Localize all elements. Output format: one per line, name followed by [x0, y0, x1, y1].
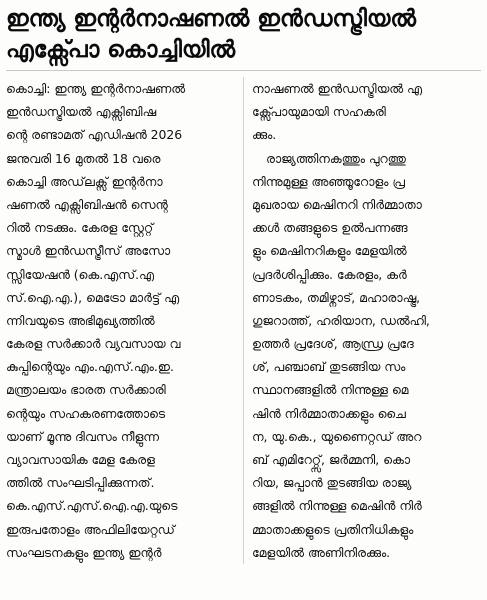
- article-line: ണാടകം, തമിഴ്നാട്, മഹാരാഷ്ട്ര,: [251, 289, 421, 305]
- article-line: മുഖരായ മെഷിനറി നിർമ്മാതാ: [251, 196, 422, 212]
- article-line: ക്സ്പോയുമായി സഹകരി: [251, 104, 386, 120]
- headline-rule: [6, 70, 481, 71]
- article-line: ത്തിൽ സംഘടിപ്പിക്കുന്നത്.: [6, 475, 155, 491]
- article-line: സ്സിയേഷൻ (കെ.എസ്.എ: [6, 266, 154, 282]
- article-line: ജനുവരി 16 മുതൽ 18 വരെ: [6, 150, 161, 166]
- article-column-2: [252, 77, 481, 564]
- article-line: ക്കൾ തങ്ങളുടെ ഉൽപന്നങ്ങ: [251, 220, 408, 236]
- article-line: ന്റെയും സഹകരണത്തോടെ: [6, 405, 166, 421]
- article-line: ന്റെ രണ്ടാമത് എഡിഷൻ 2026: [6, 127, 183, 143]
- article-line: ഷണൽ എക്സിബിഷൻ സെന്റ: [6, 196, 168, 212]
- article-line: നാഷണൽ ഇൻഡസ്ട്രിയൽ എ: [251, 81, 422, 96]
- article-line: രാജ്യത്തിനകത്തും പുറത്തു: [265, 150, 406, 166]
- headline: [6, 4, 481, 66]
- article-line: ക്കും.: [251, 127, 277, 143]
- article-line: സ്.ഐ.എ.), മെട്രോ മാർട്ട് എ: [6, 289, 179, 305]
- headline-line-2: എക്സ്പോ കൊച്ചിയിൽ: [6, 37, 236, 63]
- article-line: നിന്നുമുള്ള അഞ്ഞൂറോളം പ്ര: [251, 173, 405, 189]
- article-line: മ്മാതാക്കളുടെ പ്രതിനിധികളും: [251, 521, 414, 537]
- article-line: സ്മാൾ ഇൻഡസ്ട്രീസ് അസോ: [6, 243, 171, 259]
- article-line: ന, യു.കെ., യുണൈറ്റഡ് അറ: [251, 428, 422, 444]
- article-line: കൊച്ചി: ഇന്ത്യ ഇന്റർനാഷണൽ: [6, 81, 186, 96]
- article-line: ഗുജറാത്ത്, ഹരിയാന, ഡൽഹി,: [251, 312, 430, 328]
- article-body: [6, 77, 481, 564]
- headline-line-1: ഇന്ത്യ ഇന്റർനാഷണൽ ഇൻഡസ്ട്രിയൽ: [6, 6, 417, 32]
- column-divider: [243, 77, 244, 564]
- article-line: കുപ്പിന്റെയും എം.എസ്.എം.ഇ.: [6, 359, 174, 375]
- article-line: കെ.എസ്.എസ്.ഐ.എ.യുടെ: [6, 498, 178, 514]
- article-line: യാണ് മൂന്നു ദിവസം നീളുന്ന: [6, 428, 159, 444]
- article-line: സംഘടനകളും ഇന്ത്യ ഇന്റർ: [6, 544, 162, 560]
- article-line: ബ് എമിറേറ്റ്സ്, ജർമ്മനി, കൊ: [251, 452, 411, 467]
- article-line: കൊച്ചി അഡ്‌ലക്സ് ഇന്റർനാ: [6, 173, 163, 189]
- article-line: ളും മെഷിനറികളും മേളയിൽ: [251, 243, 407, 259]
- article-line: വ്യാവസായിക മേള കേരള: [6, 452, 155, 467]
- article-line: ന്നിവയുടെ അഭിമുഖ്യത്തിൽ: [6, 312, 155, 328]
- article-line: റിയ, ജപ്പാൻ തുടങ്ങിയ രാജ്യ: [251, 475, 412, 491]
- article-line: മേളയിൽ അണിനിരക്കും.: [251, 544, 391, 560]
- article-line: റിൽ നടക്കും. കേരള സ്റ്റേറ്റ്: [6, 220, 154, 236]
- article-column-1: [6, 77, 235, 564]
- article-line: മന്ത്രാലയം ഭാരത സർക്കാരി: [6, 382, 166, 398]
- article-line: ങ്ങളിൽ നിന്നുള്ള മെഷിൻ നിർ: [251, 498, 422, 514]
- article-line: സ്ഥാനങ്ങളിൽ നിന്നുള്ള മെ: [251, 382, 409, 398]
- article-line: ഇരുപതോളം അഫിലിയേറ്റഡ്: [6, 521, 175, 537]
- article-line: ഉത്തർ പ്രദേശ്, ആന്ധ്ര പ്രദേ: [251, 336, 414, 352]
- article-line: ഇൻഡസ്ട്രിയൽ എക്സിബിഷ: [6, 104, 157, 120]
- article-line: പ്രദർശിപ്പിക്കും. കേരളം, കർ: [251, 266, 407, 282]
- article-line: ഷിൻ നിർമ്മാതാക്കളും ചൈ: [251, 405, 406, 421]
- article-line: ശ്, പഞ്ചാബ് തുടങ്ങിയ സം: [251, 359, 406, 375]
- article-line: കേരള സർക്കാർ വ്യവസായ വ: [6, 336, 181, 352]
